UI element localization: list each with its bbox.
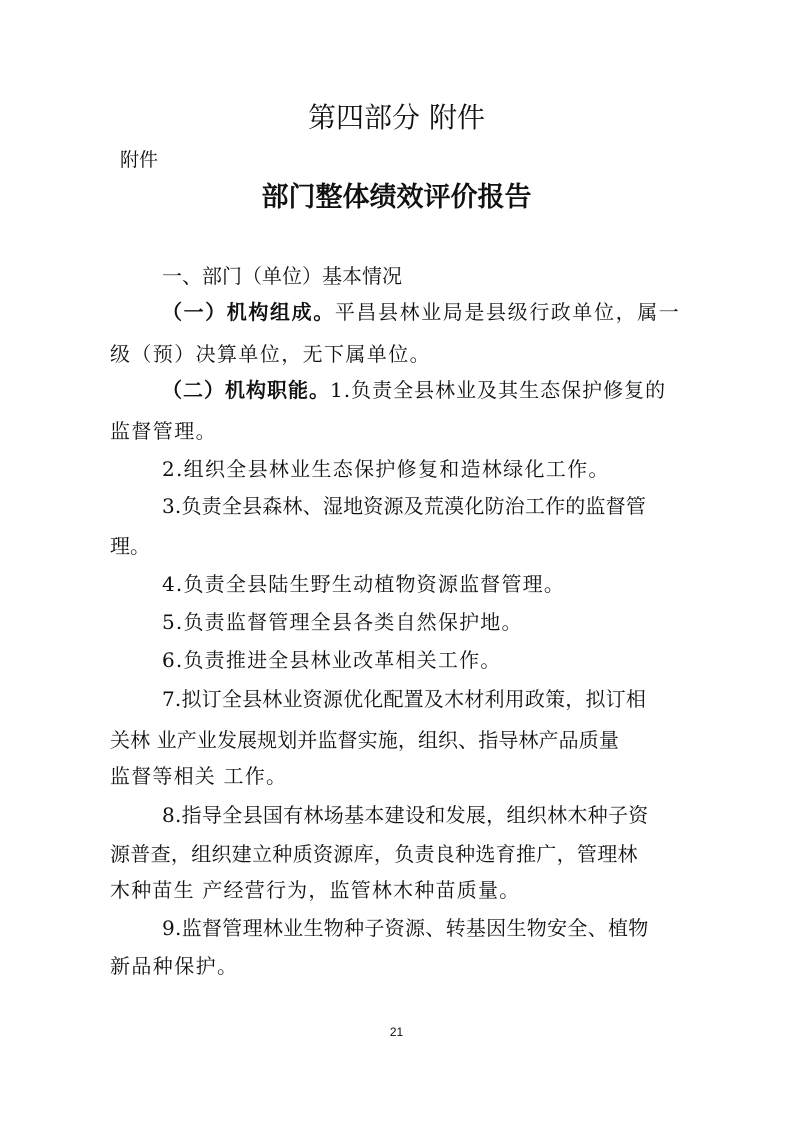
function-item-8-line1: 8.指导全县国有林场基本建设和发展，组织林木种子资 <box>162 803 649 827</box>
function-item-7-line2: 关林 业产业发展规划并监督实施，组织、指导林产品质量 <box>110 728 619 752</box>
function-item-4: 4.负责全县陆生野生动植物资源监督管理。 <box>162 572 566 596</box>
function-item-2: 2.组织全县林业生态保护修复和造林绿化工作。 <box>162 457 610 481</box>
org-functions-label: （二）机构职能。 <box>162 378 330 402</box>
function-item-9-line2: 新品种保护。 <box>110 954 239 978</box>
function-item-8-line3: 木种苗生 产经营行为，监管林木种苗质量。 <box>110 878 521 902</box>
function-item-6: 6.负责推进全县林业改革相关工作。 <box>162 648 502 672</box>
page-number: 21 <box>389 1025 404 1039</box>
org-composition-label: （一）机构组成。 <box>162 300 335 324</box>
function-item-3-line2: 理。 <box>110 534 150 558</box>
paragraph-org-composition-line2: 级（预）决算单位，无下属单位。 <box>110 342 431 366</box>
report-title: 部门整体绩效评价报告 <box>261 182 532 213</box>
function-item-1-line1: 1.负责全县林业及其生态保护修复的 <box>330 378 667 402</box>
function-item-9-line1: 9.监督管理林业生物种子资源、转基因生物安全、植物 <box>162 916 649 940</box>
function-item-3-line1: 3.负责全县森林、湿地资源及荒漠化防治工作的监督管 <box>162 494 647 518</box>
function-item-8-line2: 源普查，组织建立种质资源库，负责良种选育推广，管理林 <box>110 842 638 866</box>
function-item-5: 5.负责监督管理全县各类自然保护地。 <box>162 610 523 634</box>
paragraph-org-functions-line1 <box>162 376 666 404</box>
attachment-label: 附件 <box>120 149 159 171</box>
function-item-7-line1: 7.拟订全县林业资源优化配置及木材利用政策，拟订相 <box>162 687 647 711</box>
section-heading: 一、部门（单位）基本情况 <box>162 264 402 288</box>
paragraph-org-composition-line1 <box>162 298 680 326</box>
org-composition-text: 平昌县林业局是县级行政单位，属一 <box>334 300 681 324</box>
function-item-7-line3: 监督等相关 工作。 <box>110 764 288 788</box>
part-title: 第四部分 附件 <box>308 101 485 134</box>
function-item-1-line2: 监督管理。 <box>110 419 217 443</box>
